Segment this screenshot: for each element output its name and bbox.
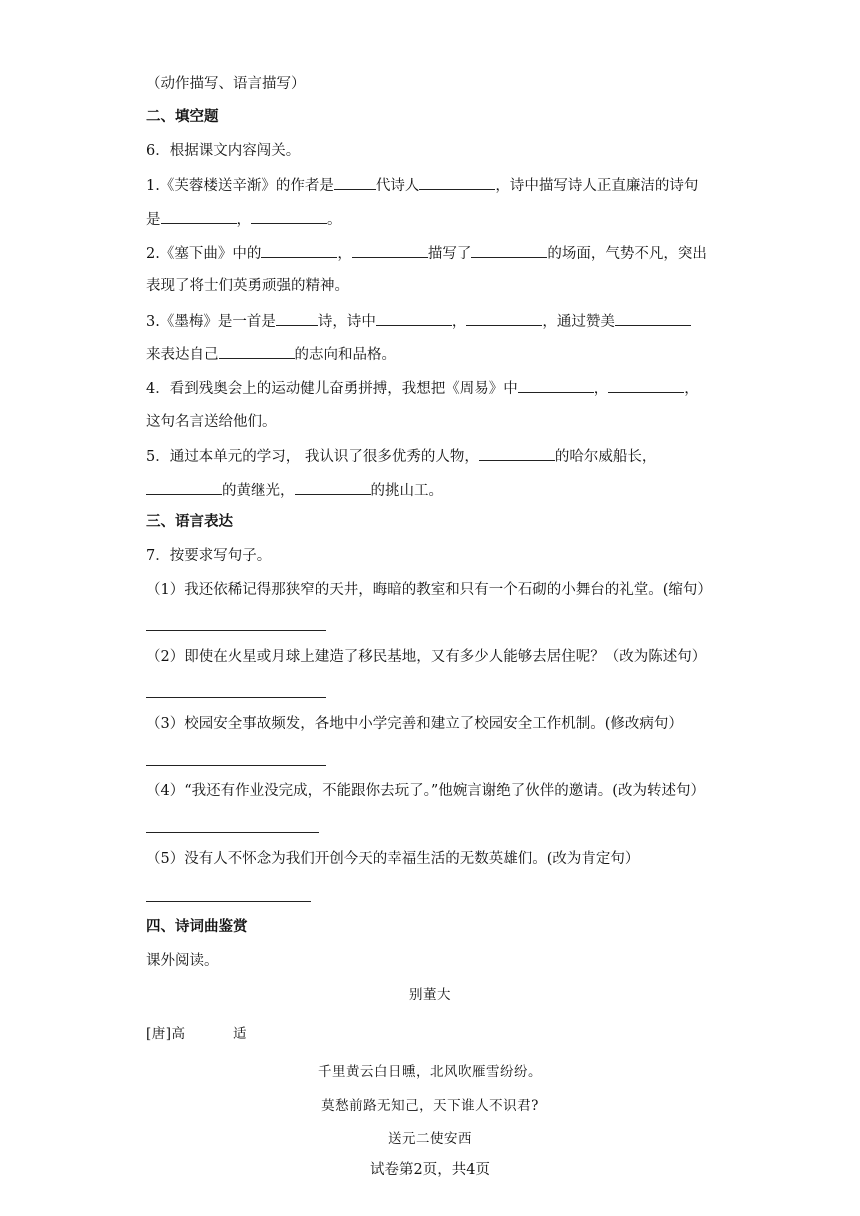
poem-2-title: 送元二使安西 (388, 1131, 472, 1147)
item-3-text-a: 3.《墨梅》是一首是 (146, 314, 276, 330)
item-3-line-2 (146, 344, 396, 365)
answer-blank[interactable] (276, 311, 318, 326)
item-1-text-a: 1.《芙蓉楼送辛渐》的作者是 (146, 178, 334, 194)
item-4-text-a: 4．看到残奥会上的运动健儿奋勇拼搏，我想把《周易》中 (146, 381, 518, 397)
item-2-text-a: 2.《塞下曲》中的 (146, 246, 262, 262)
item-2-text-b: ， (337, 246, 352, 262)
answer-blank[interactable] (376, 311, 452, 326)
item-3-line-1 (146, 311, 691, 332)
top-note: （动作描写、语言描写） (146, 76, 306, 92)
item-2-text-c: 描写了 (427, 246, 472, 262)
item-5-line-1 (146, 446, 656, 467)
item-4-text-b: ， (593, 381, 609, 397)
answer-blank[interactable] (518, 378, 594, 393)
item-1-text-e: ， (236, 212, 251, 228)
sentence-task-2: （2）即使在火星或月球上建造了移民基地，又有多少人能够去居住呢？（改为陈述句） (146, 649, 707, 665)
answer-blank[interactable] (352, 243, 428, 258)
item-3-text-e: 来表达自己 (146, 347, 219, 363)
poem-line-1: 千里黄云白日曛，北风吹雁雪纷纷。 (318, 1064, 542, 1080)
item-3-text-f: 的志向和品格。 (294, 347, 396, 363)
item-5-text-b: 的哈尔威船长， (554, 449, 657, 465)
answer-line-3[interactable] (146, 765, 326, 766)
item-4-line-2: 这句名言送给他们。 (146, 414, 277, 430)
item-1-text-f: 。 (327, 212, 342, 228)
question-7-stem: 7．按要求写句子。 (146, 548, 272, 564)
answer-line-4[interactable] (146, 832, 319, 833)
answer-line-1[interactable] (146, 630, 326, 631)
answer-blank[interactable] (471, 243, 547, 258)
item-2-line-2: 表现了将士们英勇顽强的精神。 (146, 278, 349, 294)
item-2-line-1 (146, 243, 707, 264)
answer-blank[interactable] (479, 446, 555, 461)
answer-blank[interactable] (161, 209, 237, 224)
poem-line-2: 莫愁前路无知己，天下谁人不识君? (321, 1098, 539, 1114)
question-6-stem: 6．根据课文内容闯关。 (146, 143, 301, 159)
item-1-line-1 (146, 175, 698, 196)
item-5-text-a: 5．通过本单元的学习， 我认识了很多优秀的人物， (146, 449, 479, 465)
item-1-text-b: 代诗人 (375, 178, 420, 194)
item-2-text-d: 的场面，气势不凡，突出 (547, 246, 707, 262)
answer-blank[interactable] (466, 311, 542, 326)
answer-line-2[interactable] (146, 697, 326, 698)
item-4-line-1 (146, 378, 699, 399)
item-5-text-c: 的黄继光， (222, 483, 295, 499)
answer-blank[interactable] (615, 311, 691, 326)
section-heading-language: 三、语言表达 (146, 514, 233, 530)
item-4-text-c: ， (684, 381, 699, 397)
item-1-line-2 (146, 209, 342, 230)
answer-blank[interactable] (261, 243, 337, 258)
poem-author-tail: 适 (233, 1026, 247, 1042)
poem-title: 别董大 (409, 987, 451, 1003)
sentence-task-1: （1）我还依稀记得那狭窄的天井，晦暗的教室和只有一个石砌的小舞台的礼堂。(缩句） (146, 582, 712, 598)
answer-blank[interactable] (334, 175, 376, 190)
item-5-text-d: 的挑山工。 (370, 483, 443, 499)
answer-blank[interactable] (295, 480, 371, 495)
answer-blank[interactable] (146, 480, 222, 495)
item-3-text-c: ， (451, 314, 467, 330)
answer-blank[interactable] (219, 344, 295, 359)
answer-blank[interactable] (608, 378, 684, 393)
item-1-text-c: ，诗中描写诗人正直廉洁的诗句 (495, 178, 699, 194)
sentence-task-4: （4）“我还有作业没完成，不能跟你去玩了。”他婉言谢绝了伙伴的邀请。(改为转述句） (146, 783, 705, 799)
answer-blank[interactable] (251, 209, 327, 224)
section-heading-poetry: 四、诗词曲鉴赏 (146, 919, 248, 935)
item-3-text-b: 诗，诗中 (317, 314, 376, 330)
item-5-line-2 (146, 480, 443, 501)
sentence-task-3: （3）校园安全事故频发，各地中小学完善和建立了校园安全工作机制。(修改病句） (146, 716, 683, 732)
sentence-task-5: （5）没有人不怀念为我们开创今天的幸福生活的无数英雄们。(改为肯定句） (146, 851, 640, 867)
reading-intro: 课外阅读。 (146, 953, 219, 969)
item-3-text-d: ，通过赞美 (542, 314, 615, 330)
answer-blank[interactable] (419, 175, 495, 190)
item-1-text-d: 是 (146, 212, 161, 228)
answer-line-5[interactable] (146, 901, 311, 902)
page-footer: 试卷第2页，共4页 (370, 1162, 490, 1178)
section-heading-fill-in: 二、填空题 (146, 109, 219, 125)
poem-dynasty: [唐]高 (146, 1026, 186, 1042)
